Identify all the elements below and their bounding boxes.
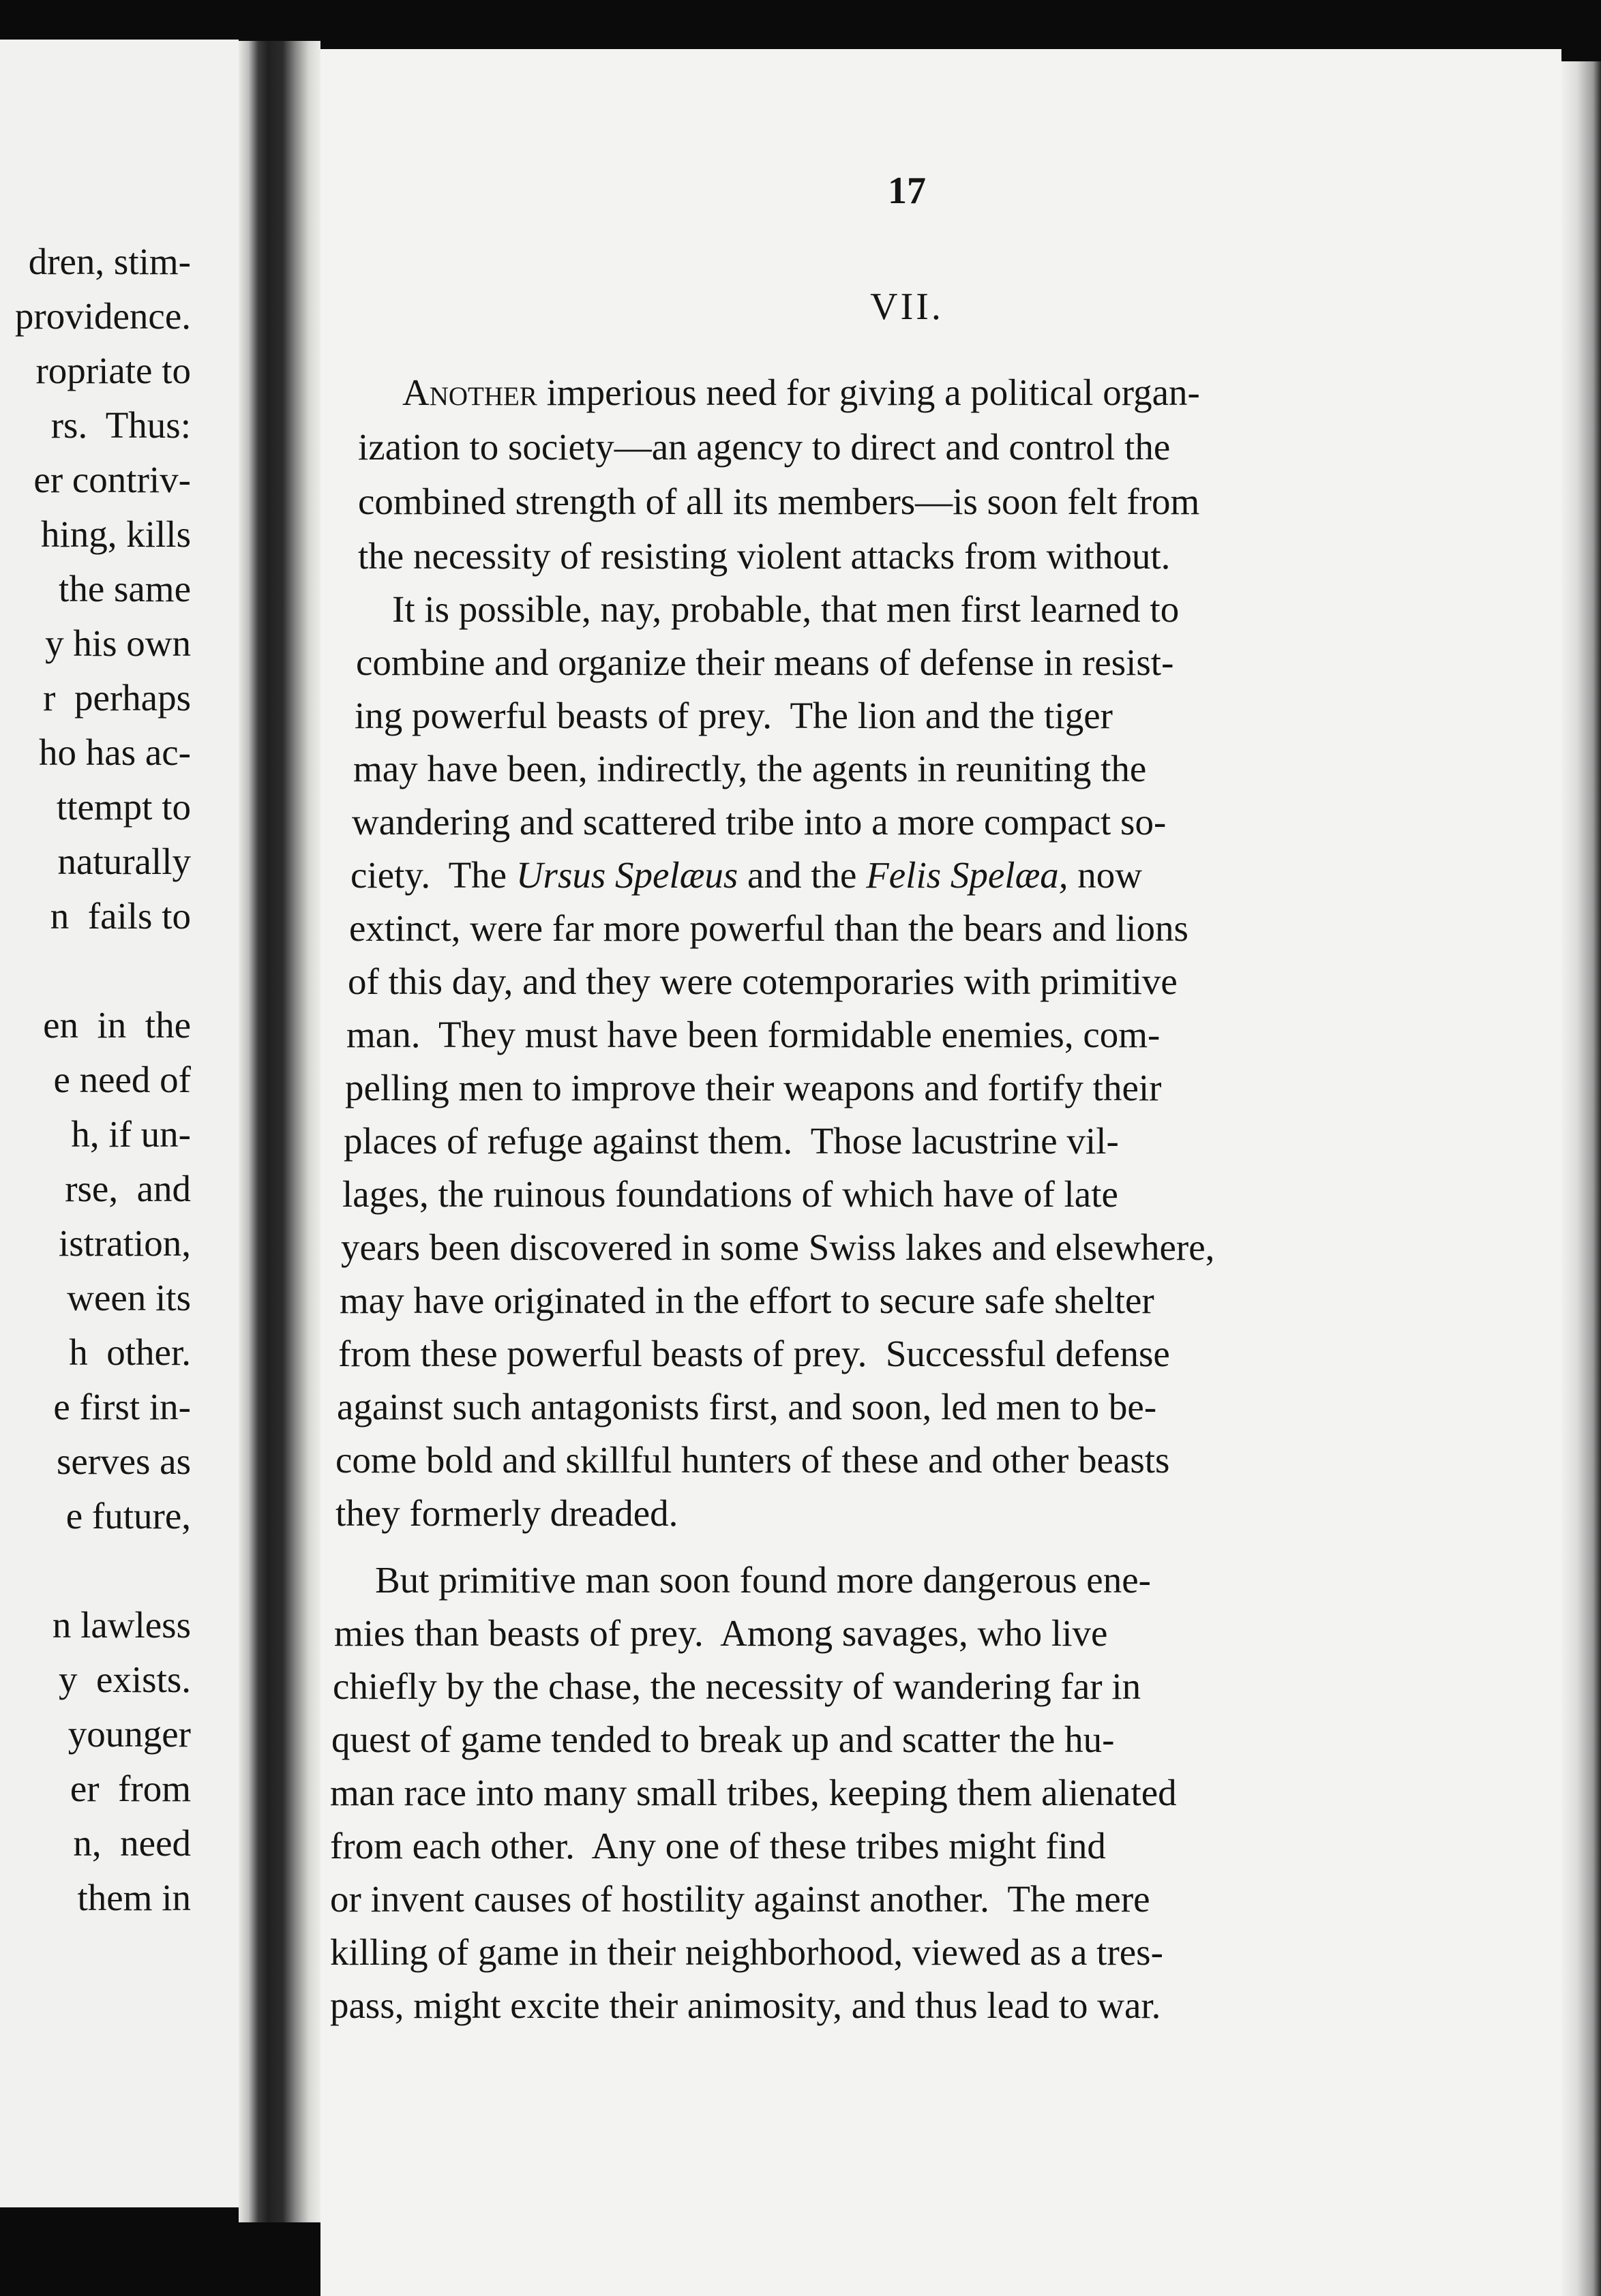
paragraph-2-line: ing powerful beasts of prey. The lion and the tiger — [355, 695, 1113, 736]
left-line: n fails to — [50, 895, 191, 937]
left-line: the same — [59, 568, 191, 609]
left-line: h other. — [69, 1331, 191, 1373]
left-line: ho has ac- — [39, 731, 191, 773]
paragraph-2-line: they formerly dreaded. — [335, 1492, 678, 1534]
paragraph-1-line: combined strength of all its members—is soon felt from — [358, 481, 1200, 522]
left-line: h, if un- — [71, 1113, 191, 1155]
paragraph-2-line: man. They must have been formidable enemies, com- — [346, 1014, 1161, 1055]
book-gutter — [239, 41, 320, 2222]
left-line: e first in- — [53, 1386, 191, 1428]
paragraph-3-line: or invent causes of hostility against another. The mere — [330, 1878, 1150, 1920]
left-line: ropriate to — [35, 350, 191, 391]
paragraph-2-line: lages, the ruinous foundations of which have of late — [342, 1173, 1118, 1215]
paragraph-2-line: combine and organize their means of defense in resist- — [356, 641, 1174, 683]
left-page-fragment — [0, 40, 239, 2207]
paragraph-1-line — [402, 374, 1200, 411]
left-line: serves as — [56, 1440, 191, 1482]
left-line: e future, — [65, 1495, 191, 1537]
left-line: naturally — [57, 841, 191, 882]
paragraph-3-line: killing of game in their neighborhood, viewed as a tres- — [330, 1931, 1163, 1973]
left-line: hing, kills — [40, 513, 191, 555]
paragraph-2-line: years been discovered in some Swiss lakes and elsewhere, — [341, 1226, 1215, 1268]
left-line: er contriv- — [33, 459, 191, 500]
paragraph-2-line: It is possible, nay, probable, that men first learned to — [392, 588, 1180, 630]
left-line: n, need — [73, 1822, 191, 1864]
left-line: rs. Thus: — [50, 404, 191, 446]
paragraph-2-line: wandering and scattered tribe into a more compact so- — [352, 801, 1167, 843]
left-line: y exists. — [58, 1659, 191, 1700]
paragraph-2-line: against such antagonists first, and soon, led men to be- — [337, 1386, 1157, 1428]
paragraph-2-line: may have originated in the effort to secure safe shelter — [340, 1280, 1154, 1321]
left-line: r perhaps — [43, 677, 191, 719]
paragraph-3-line: chiefly by the chase, the necessity of wandering far in — [333, 1665, 1141, 1707]
paragraph-2-line: may have been, indirectly, the agents in reuniting the — [353, 748, 1147, 789]
left-line: y his own — [45, 622, 191, 664]
text-run: ciety. The — [350, 854, 516, 896]
paragraph-3-line: from each other. Any one of these tribes might find — [330, 1825, 1106, 1867]
paragraph-3-line: man race into many small tribes, keeping them alienated — [330, 1772, 1177, 1813]
left-line: ttempt to — [56, 786, 191, 828]
left-line: er from — [70, 1768, 191, 1809]
drop-word: Another — [402, 372, 537, 413]
paragraph-2-line: of this day, and they were cotemporaries with primitive — [348, 961, 1178, 1002]
paragraph-3-line: mies than beasts of prey. Among savages, who live — [334, 1612, 1108, 1654]
paragraph-3-line: quest of game tended to break up and scatter the hu- — [331, 1719, 1115, 1760]
paragraph-2-line: extinct, were far more powerful than the bears and lions — [349, 907, 1188, 949]
left-line: istration, — [58, 1222, 191, 1264]
text-run: and the — [738, 854, 867, 896]
paragraph-2-line: come bold and skillful hunters of these and other beasts — [335, 1439, 1170, 1481]
species-name: Ursus Spelæus — [515, 854, 738, 896]
page-edge-shadow — [1561, 61, 1601, 2296]
paragraph-2-line: places of refuge against them. Those lacustrine vil- — [344, 1120, 1119, 1162]
paragraph-3-line: But primitive man soon found more dangerous ene- — [375, 1559, 1151, 1601]
left-line: them in — [77, 1877, 191, 1918]
paragraph-2-line: from these powerful beasts of prey. Successful defense — [338, 1333, 1170, 1374]
left-line: providence. — [14, 295, 191, 337]
paragraph-1-line: ization to society—an agency to direct and control the — [358, 426, 1171, 468]
left-line: rse, and — [65, 1168, 191, 1209]
paragraph-2-line — [350, 856, 1142, 894]
text-run: now — [1068, 854, 1142, 896]
left-line: en in the — [43, 1004, 191, 1046]
left-line: e need of — [53, 1059, 191, 1100]
species-name: Felis Spelæa, — [866, 854, 1068, 896]
paragraph-2-line: pelling men to improve their weapons and fortify their — [345, 1067, 1162, 1108]
left-line: dren, stim- — [28, 241, 191, 282]
page-number: 17 — [888, 170, 926, 212]
left-line: n lawless — [52, 1604, 191, 1646]
text-run: imperious need for giving a political organ- — [537, 372, 1200, 413]
chapter-heading: VII. — [870, 286, 944, 328]
left-line: younger — [68, 1713, 191, 1755]
paragraph-1-line: the necessity of resisting violent attacks from without. — [358, 535, 1171, 577]
left-line: ween its — [67, 1277, 191, 1318]
paragraph-3-line: pass, might excite their animosity, and thus lead to war. — [330, 1984, 1161, 2026]
